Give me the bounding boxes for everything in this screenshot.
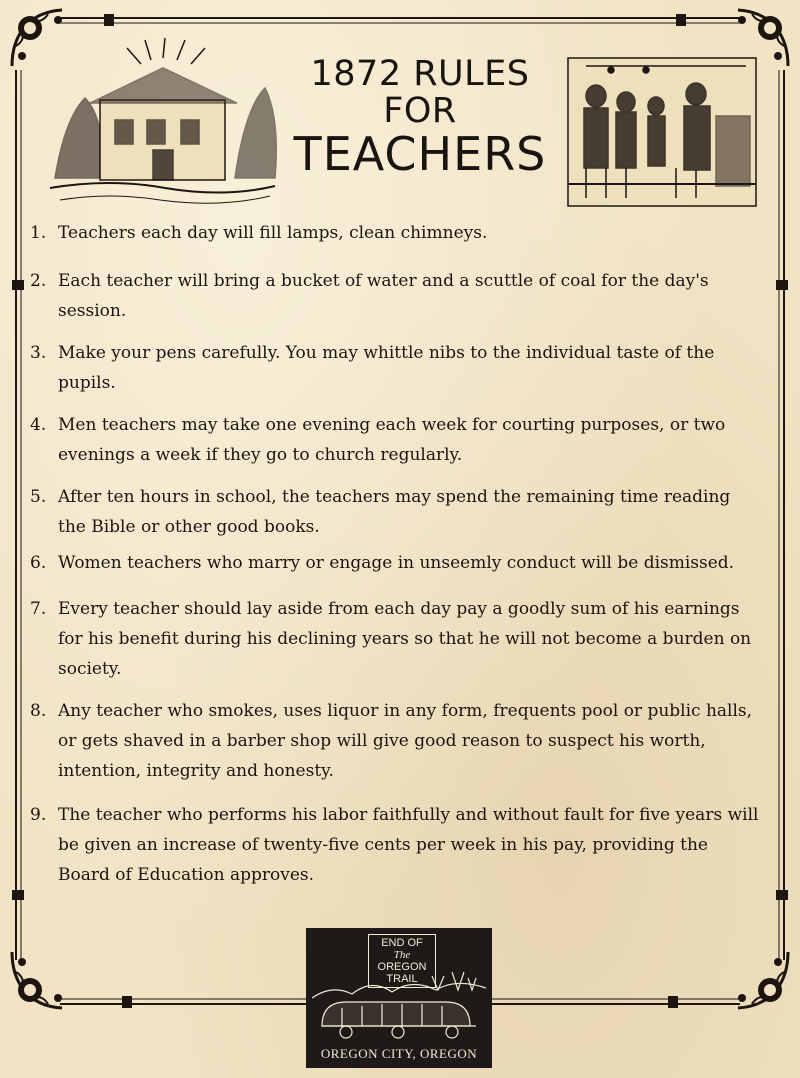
rule-text: Any teacher who smokes, uses liquor in any form, frequents pool or public halls, or gets shaved in a barber shop will give good reason to suspect his worth, intention, integrity and honesty.	[58, 701, 753, 781]
rule-text: Men teachers may take one evening each week for courting purposes, or two evenings a week if they go to church regularly.	[58, 415, 726, 465]
border-node	[776, 280, 788, 290]
ornamental-corner-icon	[12, 952, 62, 1008]
title-line-2: FOR	[383, 90, 457, 131]
rule-number: 6.	[30, 553, 47, 573]
rule-text: The teacher who performs his labor faithfully and without fault for five years will be given an increase of twenty-five cents per week in his pay, providing the Board of Education approves.	[58, 805, 759, 885]
rule-number: 8.	[30, 701, 47, 721]
schoolhouse-engraving-icon	[45, 28, 280, 213]
rule-number: 7.	[30, 599, 47, 619]
rule-item	[30, 338, 760, 398]
rule-text: Each teacher will bring a bucket of water and a scuttle of coal for the day's session.	[58, 271, 709, 321]
rule-text: Make your pens carefully. You may whittle nibs to the individual taste of the pupils.	[58, 343, 715, 393]
rule-item	[30, 218, 760, 248]
rule-text: Women teachers who marry or engage in unseemly conduct will be dismissed.	[58, 553, 735, 573]
border-node	[668, 996, 678, 1008]
rule-item	[30, 696, 760, 786]
border-node	[12, 280, 24, 290]
rule-text: Teachers each day will fill lamps, clean chimneys.	[58, 223, 488, 243]
rule-number: 9.	[30, 805, 47, 825]
rule-item	[30, 548, 760, 578]
border-node	[776, 890, 788, 900]
rule-text: After ten hours in school, the teachers may spend the remaining time reading the Bible or other good books.	[58, 487, 731, 537]
border-node	[676, 14, 686, 26]
border-node	[122, 996, 132, 1008]
logo-line-1: END OF	[381, 937, 423, 949]
end-of-oregon-trail-logo	[306, 928, 492, 1068]
logo-line-4: TRAIL	[386, 973, 418, 985]
rule-item	[30, 410, 760, 470]
rule-item	[30, 800, 760, 890]
title-line-3: TEACHERS	[293, 126, 547, 181]
rule-number: 1.	[30, 223, 47, 243]
logo-line-3: OREGON	[377, 961, 427, 973]
rule-number: 2.	[30, 271, 47, 291]
rule-text: Every teacher should lay aside from each day pay a goodly sum of his earnings for his benefit during his declining years so that he will not become a burden on society.	[58, 599, 752, 679]
rule-item	[30, 482, 760, 542]
title-line-1: 1872 RULES	[310, 54, 530, 94]
logo-line-2: The	[393, 949, 411, 961]
border-node	[104, 14, 114, 26]
rule-number: 5.	[30, 487, 47, 507]
border-node	[12, 890, 24, 900]
rule-number: 3.	[30, 343, 47, 363]
ornamental-corner-icon	[738, 952, 788, 1008]
page-header	[290, 54, 550, 181]
logo-location: OREGON CITY, OREGON	[320, 1046, 478, 1061]
covered-wagon-icon	[312, 968, 486, 1040]
rule-item	[30, 266, 760, 326]
classroom-engraving-icon	[566, 56, 758, 208]
rule-item	[30, 594, 760, 684]
rule-number: 4.	[30, 415, 47, 435]
